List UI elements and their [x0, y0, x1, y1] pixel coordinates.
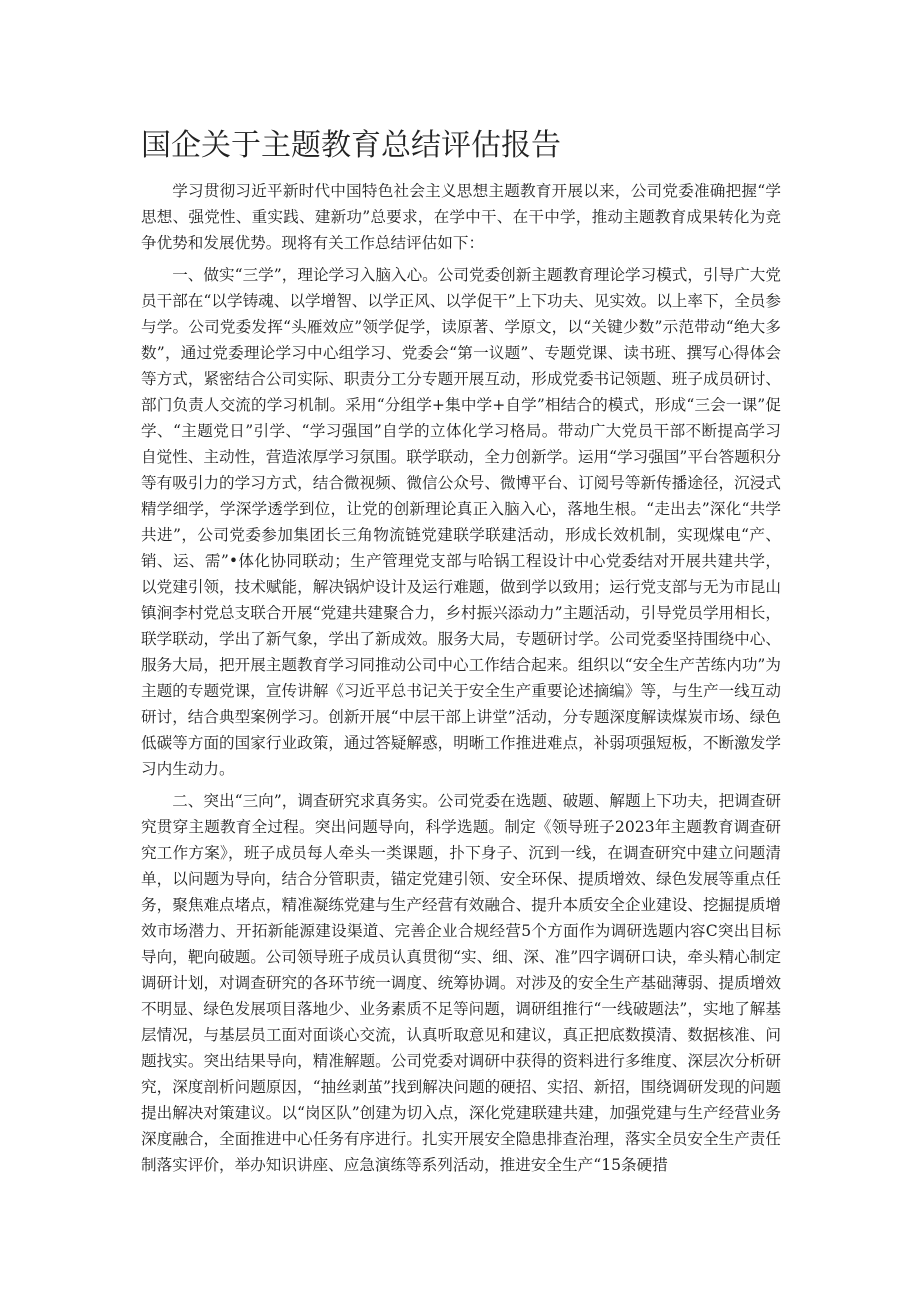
document-body: [141, 178, 781, 1178]
paragraph-section-two: 二、突出“三向”，调查研究求真务实。公司党委在选题、破题、解题上下功夫，把调查研究贯穿主题教育全过程。突出问题导向，科学选题。制定《领导班子2023年主题教育调查研究工作方案》，班子成员每人牵头一类课题，扑下身子、沉到一线，在调查研究中建立问题清单，以问题为导向，结合分管职责，锚定党建引领、安全环保、提质增效、绿色发展等重点任务，聚焦难点堵点，精准凝练党建与生产经营有效融合、提升本质安全企业建设、挖掘提质增效市场潜力、开拓新能源建设渠道、完善企业合规经营5个方面作为调研选题内容C突出目标导向，靶向破题。公司领导班子成员认真贯彻“实、细、深、准”四字调研口诀，牵头精心制定调研计划，对调查研究的各环节统一调度、统筹协调。对涉及的安全生产基础薄弱、提质增效不明显、绿色发展项目落地少、业务素质不足等问题，调研组推行“一线破题法”，实地了解基层情况，与基层员工面对面谈心交流，认真听取意见和建议，真正把底数摸清、数据核准、问题找实。突出结果导向，精准解题。公司党委对调研中获得的资料进行多维度、深层次分析研究，深度剖析问题原因，“抽丝剥茧”找到解决问题的硬招、实招、新招，围绕调研发现的问题提出解决对策建议。以“岗区队”创建为切入点，深化党建联建共建，加强党建与生产经营业务深度融合，全面推进中心任务有序进行。扎实开展安全隐患排查治理，落实全员安全生产责任制落实评价，举办知识讲座、应急演练等系列活动，推进安全生产“15条硬措: [141, 792, 781, 1174]
document-title: 国企关于主题教育总结评估报告: [141, 128, 561, 163]
paragraph-intro: 学习贯彻习近平新时代中国特色社会主义思想主题教育开展以来，公司党委准确把握“学思想、强党性、重实践、建新功”总要求，在学中干、在干中学，推动主题教育成果转化为竞争优势和发展优势。现将有关工作总结评估如下：: [141, 182, 781, 252]
paragraph-section-one: 一、做实“三学”，理论学习入脑入心。公司党委创新主题教育理论学习模式，引导广大党员干部在“以学铸魂、以学增智、以学正风、以学促干”上下功夫、见实效。以上率下，全员参与学。公司党委发挥“头雁效应”领学促学，读原著、学原文，以“关键少数”示范带动“绝大多数”，通过党委理论学习中心组学习、党委会“第一议题”、专题党课、读书班、撰写心得体会等方式，紧密结合公司实际、职责分工分专题开展互动，形成党委书记领题、班子成员研讨、部门负责人交流的学习机制。采用“分组学+集中学+自学”相结合的模式，形成“三会一课”促学、“主题党日”引学、“学习强国”自学的立体化学习格局。带动广大党员干部不断提高学习自觉性、主动性，营造浓厚学习氛围。联学联动，全力创新学。运用“学习强国”平台答题积分等有吸引力的学习方式，结合微视频、微信公众号、微博平台、订阅号等新传播途径，沉浸式精学细学，学深学透学到位，让党的创新理论真正入脑入心，落地生根。“走出去”深化“共学共进”，公司党委参加集团长三角物流链党建联学联建活动，形成长效机制，实现煤电“产、销、运、需”•体化协同联动；生产管理党支部与哈锅工程设计中心党委结对开展共建共学，以党建引领，技术赋能，解决锅炉设计及运行难题，做到学以致用；运行党支部与无为市昆山镇涧李村党总支联合开展“党建共建聚合力，乡村振兴添动力”主题活动，引导党员学用相长，联学联动，学出了新气象，学出了新成效。服务大局，专题研讨学。公司党委坚持围绕中心、服务大局，把开展主题教育学习同推动公司中心工作结合起来。组织以“安全生产苦练内功”为主题的专题党课，宣传讲解《习近平总书记关于安全生产重要论述摘编》等，与生产一线互动研讨，结合典型案例学习。创新开展“中层干部上讲堂”活动，分专题深度解读煤炭市场、绿色低碳等方面的国家行业政策，通过答疑解惑，明晰工作推进难点，补弱项强短板，不断激发学习内生动力。: [141, 266, 781, 778]
